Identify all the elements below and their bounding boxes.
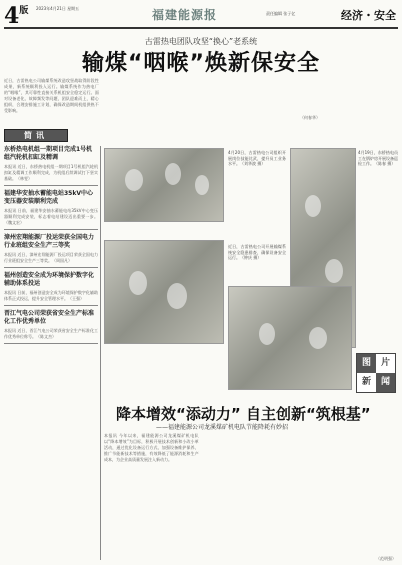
brief-body: 本报讯 近日，晋江气电公司荣获省安全生产标准化工作优秀单位称号。（陈文杰）	[4, 328, 98, 339]
news-photo	[104, 240, 224, 344]
story2-kicker: ——福建能源公司龙溪煤矿机电队节能降耗有妙招	[156, 424, 289, 431]
newspaper-logo: 福建能源报	[152, 8, 218, 22]
brief-title: 漳州宏翔能源厂投运荣获全国电力行业班组安全生产三等奖	[4, 234, 95, 249]
photo-caption: 4月19日，东桥热电员工在锅炉房开展设备巡检工作。（陈春 摄）	[358, 150, 398, 166]
news-photo	[104, 148, 224, 222]
brief-item	[4, 310, 98, 344]
story2-text-column: 本报讯 今年以来，福建能源公司龙溪煤矿机电队以“降本增效”为目标，积极开展技术创新和小改小革活动，通过优化设备运行方式、加强设备维护保养、推广节能新技术等措施，有效降低了能源消耗和生产成本，为企业高质量发展注入新动力。	[104, 433, 199, 462]
brief-body: 本报讯 日前，福州创造安全成为环境保护数字化辅助体系正式投运，提升安全管理水平。（王强）	[4, 290, 98, 301]
story2-text-column	[303, 433, 398, 559]
lead-headline: 输煤“咽喉”焕新保安全	[82, 51, 320, 76]
brief-item	[4, 272, 98, 306]
lead-text-column	[104, 78, 199, 122]
brief-column	[4, 146, 98, 348]
section-title: 经济・安全	[341, 9, 396, 22]
brief-item	[4, 190, 98, 230]
story2-signature: （范明强）	[376, 556, 396, 561]
brief-item	[4, 146, 98, 186]
editor-line: 责任编辑 张子亿	[266, 11, 296, 16]
page-number-suffix: 版	[19, 6, 29, 16]
photo-caption: 近日，古雷热电公司开展输煤系统安全隐患排查，确保设备安全运行。（钟庆 摄）	[228, 244, 286, 260]
news-photo	[228, 286, 352, 390]
lead-text-column	[204, 78, 299, 122]
brief-body: 本报讯 近日，东桥热电机组一期项目1号机组汽轮机扣缸及精调工作顺利完成，为机组后续调试打下坚实基础。（林雯）	[4, 164, 98, 181]
lead-text-column: 近日，古雷热电公司输煤系统改造攻坚战取得阶段性成果，新系统顺利投入运行。输煤系统作为热电厂的“咽喉”，其可靠性直接关系机组安全稳定运行。面对设备老化、故障频发等问题，团队迎难而上，精心组织，合理安排施工计划，确保改造期间机组供热不受影响。	[4, 78, 99, 113]
story2-text-column	[204, 433, 299, 559]
issue-date: 2023年4月21日 星期五	[36, 6, 80, 11]
brief-title: 晋江气电公司荣获省安全生产标准化工作优秀单位	[4, 310, 95, 325]
story2-body	[104, 433, 398, 559]
column-divider	[100, 146, 101, 560]
brief-item	[4, 234, 98, 268]
lead-kicker: 古雷热电团队攻坚“换心”老系统	[144, 37, 258, 46]
masthead	[4, 3, 398, 29]
brief-title: 福州创造安全成为环境保护数字化辅助体系投运	[4, 272, 95, 287]
story2-headline: 降本增效“添动力” 自主创新“筑根基”	[116, 405, 371, 423]
brief-body: 本报讯 近日，漳州宏翔能源厂投运项目荣获全国电力行业班组安全生产三等奖。（周国凡）	[4, 252, 98, 263]
photo-caption: 4月20日，古雷热电公司组织开展岗位技能比武，提升员工业务水平。（刘华波 摄）	[228, 150, 286, 166]
brief-body: 本报讯 日前，福建华安抽水蓄能电站35kV中心变压器顺利完成安装，标志着电站建设迈出重要一步。（魏文宏）	[4, 208, 98, 225]
picture-news-badge: 图 片 新 闻	[356, 353, 396, 393]
brief-title: 福建华安抽水蓄能电站35kV中心变压器安装顺利完成	[4, 190, 93, 205]
lead-article-body	[4, 78, 398, 122]
lead-signature: （何春华）	[300, 115, 320, 120]
page-number: $4^版$	[4, 3, 29, 29]
brief-title: 东桥热电机组一期项目完成1号机组汽轮机扣缸及精调	[4, 146, 93, 161]
brief-section-header: 简讯	[4, 129, 68, 142]
